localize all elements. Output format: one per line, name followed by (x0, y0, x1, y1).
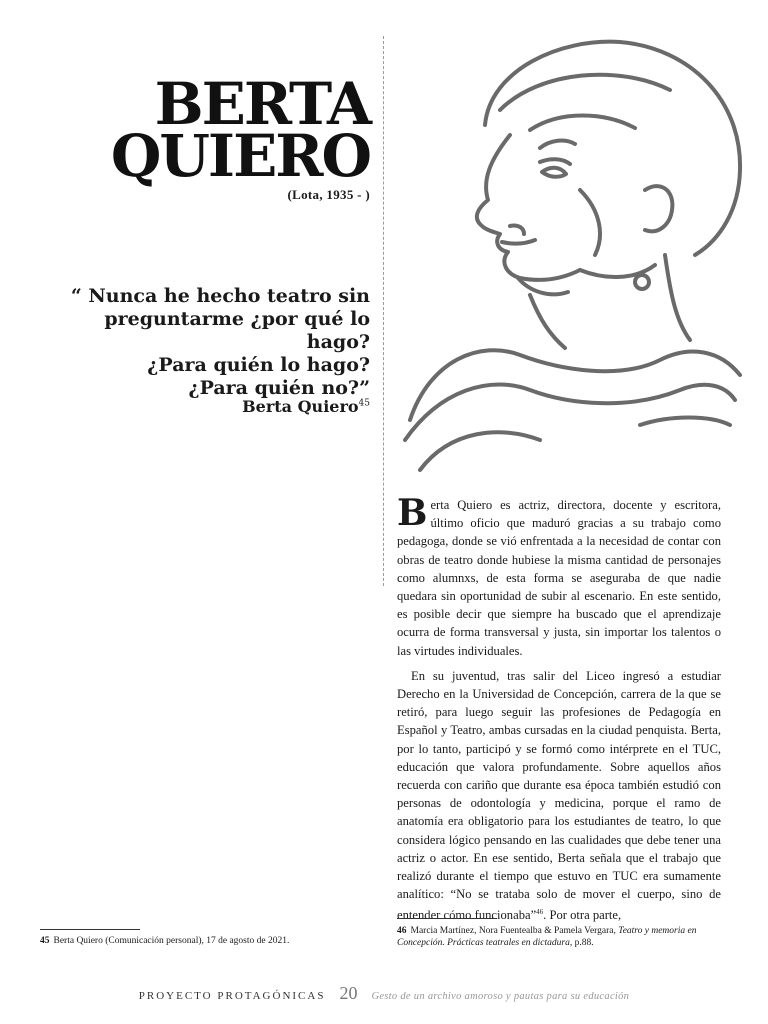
collar-2 (405, 384, 735, 440)
quote-author-name: Berta Quiero (242, 397, 359, 416)
neck-back (665, 255, 690, 340)
pull-quote (50, 285, 370, 400)
shoulder-line (420, 432, 540, 470)
page-footer (0, 983, 768, 1004)
footnote-46-title: Teatro y memoria en Concepción. Prácticas teatrales en dictadura (397, 926, 697, 948)
quote-author (242, 397, 370, 416)
eye (542, 168, 566, 177)
footnote-46-authors: Marcia Martínez, Nora Fuentealba & Pamela Vergara, (410, 926, 616, 936)
quote-line-2: preguntarme ¿por qué lo hago? (104, 308, 370, 353)
footer-project: PROYECTO PROTAGÓNICAS (138, 990, 326, 1002)
paragraph-2 (397, 667, 721, 925)
page-number: 20 (339, 983, 358, 1003)
neck-front (530, 295, 565, 348)
title-line-1: BERTA (154, 70, 370, 138)
face-profile (477, 135, 580, 280)
footer-tagline: Gesto de un archivo amoroso y pautas para su educación (371, 991, 630, 1002)
page-title (110, 70, 370, 190)
paragraph-2-end: . Por otra parte, (543, 908, 622, 923)
footnote-46 (397, 925, 727, 949)
paragraph-1-text: erta Quiero es actriz, directora, docente y escritora, último oficio que maduró gracias a su trabajo como pedagoga, donde se vió enfrentada a la necesidad de contar con obras de teatro donde hubiese la misma cantidad de personajes como alumnxs, de esta forma se aseguraba de que nadie quedara sin oportunidad de subir al escenario. En este sentido, es posible decir que siempre ha buscado que el aprendizaje ocurra de forma transversal y justa, sin importar los talentos o las virtudes individuales. (397, 498, 721, 658)
mouth (502, 240, 535, 244)
cheek (580, 190, 600, 255)
drop-cap: B (397, 492, 428, 534)
paragraph-1 (397, 492, 721, 660)
footnote-ref-45[interactable]: 45 (358, 398, 370, 409)
earring (635, 275, 649, 289)
footnote-46-number: 46 (397, 926, 407, 936)
footnote-45-text: Berta Quiero (Comunicación personal), 17 de agosto de 2021. (53, 936, 290, 946)
footnote-ref-46[interactable]: 46 (536, 908, 544, 917)
column-divider (383, 36, 384, 586)
title-line-2: QUIERO (110, 122, 370, 190)
brow (540, 141, 575, 148)
article-body (397, 492, 721, 932)
ear (645, 186, 672, 231)
footnote-46-page: , p.88. (569, 938, 594, 948)
quote-line-3: ¿Para quién lo hago? (147, 354, 370, 376)
footnote-45-number: 45 (40, 936, 50, 946)
hair-inner (500, 75, 670, 110)
footnote-rule-left (40, 929, 140, 930)
eye-lid (540, 159, 570, 164)
paragraph-2-text: En su juventud, tras salir del Liceo ingresó a estudiar Derecho en la Universidad de Concepción, carrera de la que se retiró, para luego seguir las profesiones de Pedagogía en Español y Teatro, ambas cursadas en la ciudad penquista. Berta, por lo tanto, participó y se formó como intérprete en el TUC, educación que valora profundamente. Sobre aquellos años recuerda con cariño que durante esa época también estudió con personas de odontología y medicina, porque el ramo de anatomía era obligatorio para los estudiantes de teatro, lo que considera lógico pensando en las cualidades que debe tener una actriz o actor. En ese sentido, Berta señala que el trabajo que realizó durante el tiempo que estuvo en TUC era sumamente analítico: “No se trataba solo de mover el cuerpo, sino de entender cómo funcionaba” (397, 668, 721, 923)
birth-dates: (Lota, 1935 - ) (287, 187, 370, 202)
hair-strand-1 (530, 116, 635, 131)
nostril (510, 225, 524, 234)
portrait-illustration-icon (390, 30, 750, 480)
quote-line-4: ¿Para quién no?” (188, 377, 370, 399)
footnote-45 (40, 935, 360, 947)
shoulder-right (640, 418, 730, 426)
quote-line-1: “ Nunca he hecho teatro sin (70, 285, 370, 307)
footnote-rule-right (397, 918, 497, 919)
